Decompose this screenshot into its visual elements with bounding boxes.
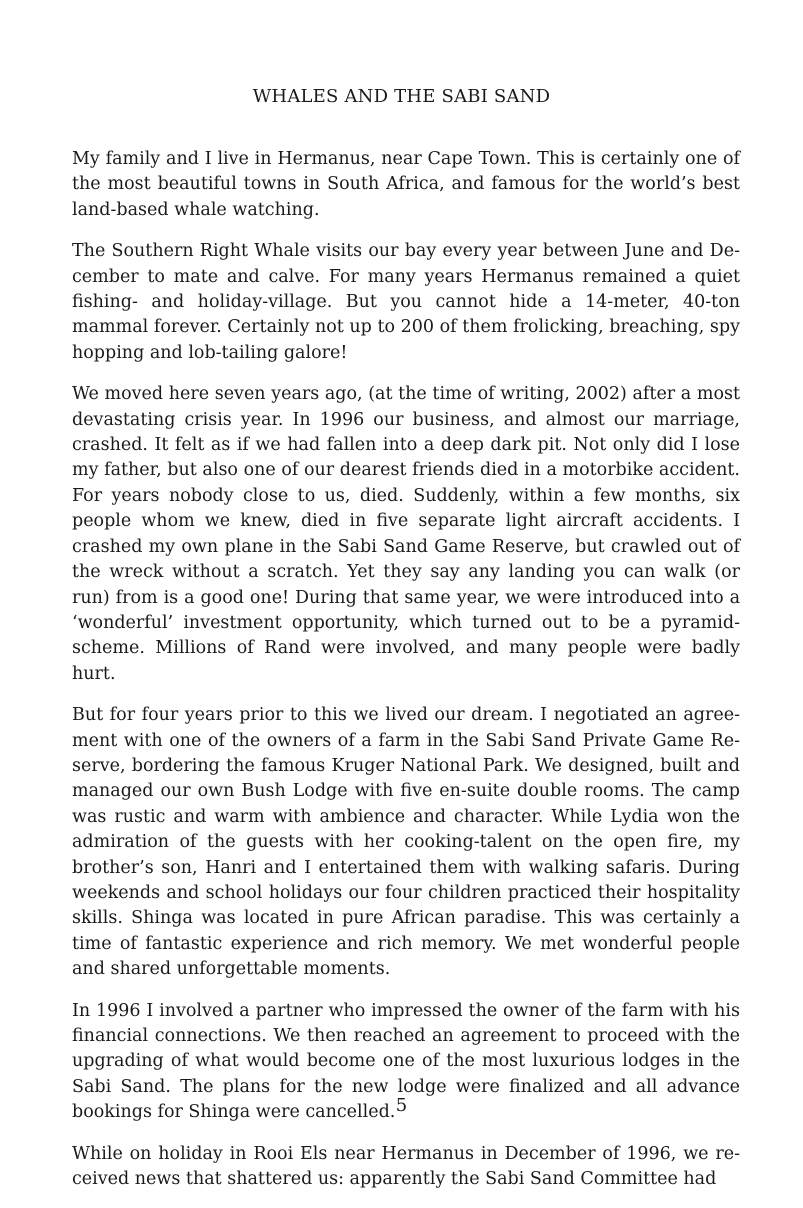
page-number: 5 [395, 1095, 408, 1116]
paragraph: My family and I live in Hermanus, near Cape Town. This is certainly one of the most beautiful towns in South Africa, and famous for the world’s best land-based whale watching. [72, 149, 740, 220]
paragraph: In 1996 I involved a partner who impressed the owner of the farm with his financial connections. We then reached an agreement to proceed with the upgrading of what would become one of the most luxurious lodges in the Sabi Sand. The plans for the new lodge were finalized and all advance bookings for Shinga were cancelled. [72, 1000, 740, 1123]
body-text [72, 147, 740, 1208]
paragraph: While on holiday in Rooi Els near Hermanus in December of 1996, we received news that shattered us: apparently the Sabi Sand Committee had [72, 1143, 740, 1190]
paragraph: The Southern Right Whale visits our bay every year between June and December to mate and calve. For many years Hermanus remained a quiet fishing- and holiday-village. But you cannot hide a 14-meter, 40-ton mammal forever. Certainly not up to 200 of them frolicking, breaching, spy hopping and lob-tailing galore! [72, 241, 740, 363]
paragraph: We moved here seven years ago, (at the time of writing, 2002) after a most devastating crisis year. In 1996 our business, and almost our marriage, crashed. It felt as if we had fallen into a deep dark pit. Not only did I lose my father, but also one of our dearest friends died in a motorbike accident. For years nobody close to us, died. Suddenly, within a few months, six people whom we knew, died in five separate light aircraft accidents. I crashed my own plane in the Sabi Sand Game Reserve, but crawled out of the wreck without a scratch. Yet they say any landing you can walk (or run) from is a good one! During that same year, we were introduced into a ‘wonderful’ investment opportunity, which turned out to be a pyramid-scheme. Millions of Rand were involved, and many people were badly hurt. [72, 384, 740, 684]
paragraph: But for four years prior to this we lived our dream. I negotiated an agreement with one of the owners of a farm in the Sabi Sand Private Game Reserve, bordering the famous Kruger National Park. We designed, built and managed our own Bush Lodge with five en-suite double rooms. The camp was rustic and warm with ambience and character. While Lydia won the admiration of the guests with her cooking-talent on the open fire, my brother’s son, Hanri and I entertained them with walking safaris. During weekends and school holidays our four children practiced their hospitality skills. Shinga was located in pure African paradise. This was certainly a time of fantastic experience and rich memory. We met wonderful people and shared unforgettable moments. [72, 705, 740, 980]
chapter-title: WHALES AND THE SABI SAND [252, 86, 551, 107]
